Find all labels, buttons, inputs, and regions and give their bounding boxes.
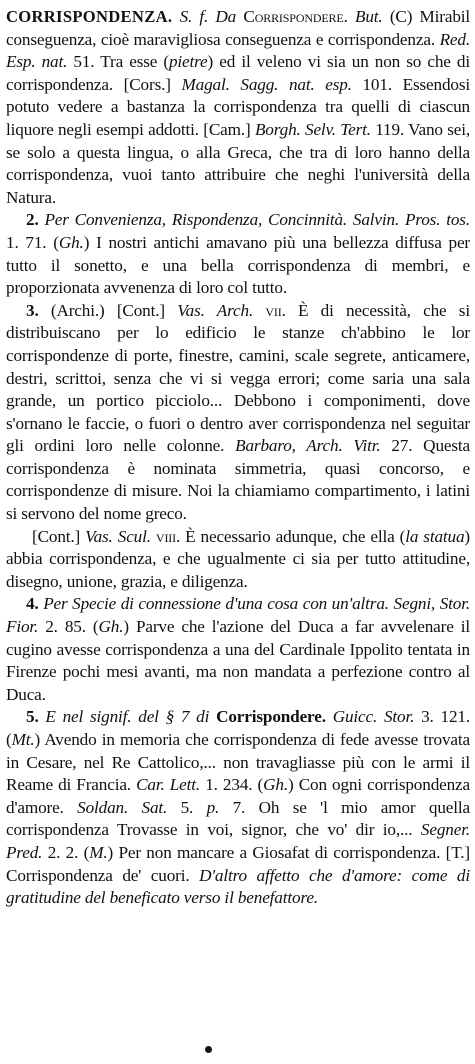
citation-text: 2. 2. (	[47, 842, 90, 862]
etymology-ref: Corrispondere.	[243, 7, 348, 26]
sense-number: 4.	[26, 594, 39, 614]
citation-text: 51. Tra esse (	[73, 52, 169, 72]
citation-text: È necessario adunque, che ella (	[185, 526, 406, 546]
citation: Segner. Pred.	[6, 820, 470, 862]
editor-mark: M.	[89, 842, 108, 862]
citation-text: 3. 121. (	[6, 707, 470, 749]
citation-text: 5.	[180, 797, 194, 817]
citation-text: 119. Vano sei, se solo a questa lingua, o alla Greca, che tra di loro hanno della corrispondenza, vuoi tanto attribuire che neghi l'università della Natura.	[6, 119, 470, 207]
citation: Car. Lett.	[136, 775, 201, 795]
citation-text: ) Con ogni corrispondenza d'amore.	[6, 775, 471, 817]
dictionary-page	[6, 6, 470, 910]
citation-text: ) Avendo in memoria che corrispondenza di fede avesse trovata in Cesare, nel Re Cattolico,... non travagliasse più con le armi il Reame di Francia.	[6, 730, 470, 795]
sense-definition: Per Convenienza, Rispondenza, Concinnità.	[44, 210, 348, 230]
sense-definition: Per Specie di connessione d'una cosa con un'altra.	[43, 594, 389, 614]
citation: Magal. Sagg. nat. esp.	[181, 74, 352, 94]
citation: Borgh. Selv. Tert.	[254, 119, 371, 139]
sense-number: 5.	[26, 707, 39, 727]
citation: Guicc. Stor.	[332, 707, 415, 727]
citation-text: 1. 71. (	[6, 232, 59, 252]
dictionary-entry	[6, 6, 470, 910]
citation: Barbaro, Arch. Vitr.	[235, 436, 381, 456]
grammar-label: S. f.	[179, 7, 209, 26]
entry-sense-3-continued	[6, 526, 470, 594]
citation-text: [Cont.]	[32, 526, 81, 546]
volume-number: vii.	[265, 300, 286, 320]
citation-text: È di necessità, che si distribuiscano per lo edificio le stanze ch'abbino le lor corrispondenze di porte, finestre, camini, scale segrete, anticamere, destri, scrittoi, senza che vi si vegga errori; come saria una sala grande, un portico picciolo... Debbono i componimenti, dove s'ornano le faccie, o fuori o dentro aver corrispondenza nel seguitar gli ordini loro nelle colonne.	[6, 300, 470, 456]
citation-text: ) Parve che l'azione del Duca a far avvelenare il cugino avesse corrispondenza a una del Cardinale Ippolito tentata in Firenze pochi mesi avanti, ma non mandata a perfezione contro al Duca.	[6, 617, 470, 704]
print-dot	[205, 1046, 212, 1053]
cross-reference: Corrispondere.	[216, 707, 326, 727]
headword: CORRISPONDENZA.	[6, 7, 173, 26]
citation: Vas. Arch.	[177, 300, 254, 320]
figurative-sense: D'altro affetto che d'amore: come di gratitudine del beneficato verso il benefattore.	[6, 865, 470, 908]
citation-text: 101. Essendosi potuto vedere a bastanza la corrispondenza tra quelli di ciascun liquore negli esempi addotti. [Cam.]	[6, 74, 470, 139]
citation-text: ) Per non mancare a Giosafat di corrispondenza. [T.] Corrispondenza de' cuori.	[6, 842, 470, 885]
citation: Segni, Stor. Fior.	[6, 594, 471, 637]
citation-text: ) abbia corrispondenza, e che ugualmente ci sia per tutto attitudine, disegno, unione, grazia, e diligenza.	[6, 526, 470, 591]
entry-sense-2	[6, 209, 470, 299]
citation: Soldan. Sat.	[77, 797, 168, 817]
page-abbrev: p.	[206, 797, 220, 817]
entry-sense-3	[6, 300, 470, 526]
entry-sense-4	[6, 593, 470, 706]
citation-text: 27. Questa corrispondenza è nominata simmetria, quasi concorso, e corrispondenze di misure. Noi la chiamiamo compartimento, i latini si servono del nome greco.	[6, 436, 471, 524]
citation: Salvin. Pros. tos.	[352, 210, 470, 230]
citation-text: 1. 234. (	[205, 775, 264, 795]
entry-definition-main	[6, 6, 470, 209]
citation: Vas. Scul.	[85, 526, 151, 546]
gloss: la statua	[405, 526, 465, 546]
citation: Red. Esp. nat.	[6, 29, 470, 72]
citation-text: (C) Mirabil conseguenza, cioè maravigliosa conseguenza e corrispondenza.	[6, 7, 471, 49]
editor-mark: Gh.	[263, 775, 288, 795]
etymology-prefix: Da	[215, 7, 237, 26]
sense-definition: E nel signif. del § 7 di	[45, 707, 210, 727]
citation-text: 7. Oh se 'l mio amor quella corrispondenza Trovasse in voi, signor, che vo' dir io,...	[6, 797, 470, 840]
citation-text: (Archi.) [Cont.]	[50, 300, 165, 320]
entry-sense-5	[6, 706, 470, 909]
sense-number: 2.	[26, 210, 39, 230]
editor-mark: Gh.	[98, 617, 124, 637]
citation-text: ) I nostri antichi amavano più una bellezza diffusa per tutto il sonetto, e una bella corrispondenza di membri, e proporzionata avvenenza di loro col tutto.	[6, 232, 470, 298]
citation: But.	[354, 7, 383, 26]
citation-text: 2. 85. (	[45, 617, 99, 637]
sense-number: 3.	[26, 300, 39, 320]
editor-mark: Mt.	[11, 730, 35, 749]
editor-mark: Gh.	[58, 232, 84, 252]
volume-number: viii.	[155, 526, 181, 546]
citation-text: ) ed il veleno vi sia un non so che di corrispondenza. [Cors.]	[6, 52, 470, 94]
gloss: pietre	[168, 52, 208, 72]
